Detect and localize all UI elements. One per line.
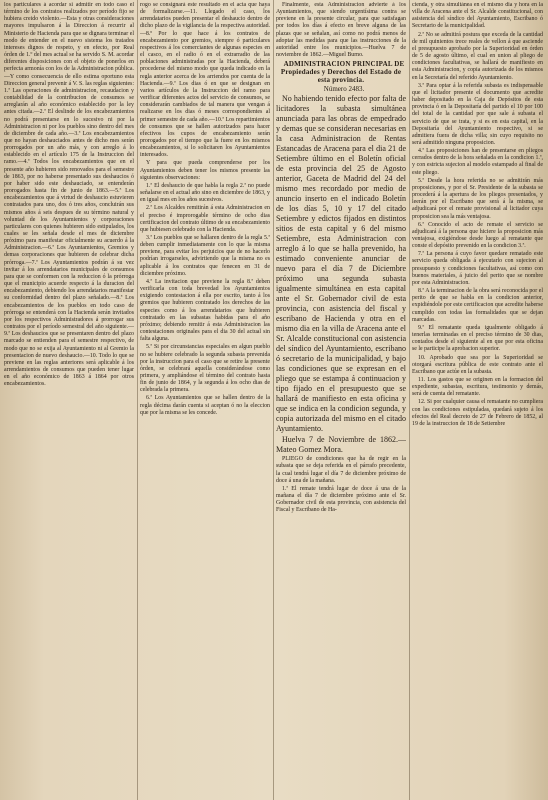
column-2: [140, 2, 270, 798]
column-2-para-4: 2.ª Los Alcaldes remitirán á esta Administracion en el preciso é improrogable término de ocho dias certificacion del contrato último de su encabezamiento que hubiesen celebrado con la Hacienda.: [140, 205, 270, 233]
condition-4: 4.ª Las proposiciones han de presentarse en pliegos cerrados dentro de la hora señalada en la condicion 1.ª, y con estricta sujecion al modelo estampado al final de este pliego.: [412, 148, 543, 176]
condition-7: 7.ª La persona á cuyo favor quedare rematado este servicio queda obligada á ejecutarlo con sujecion al presupuesto y condiciones facultativas, así como con buenos materiales, á juicio del perito que se nombre por esta Administracion.: [412, 251, 543, 286]
condition-2: 2.ª No se admitirá postura que exceda de la cantidad de mil quinientos trece reales de vellon á que asciende el presupuesto aprobado por la Superioridad en órden de 5 de agosto último, el cual en union al pliego de condiciones facultativas, se hallará de manifiesto en esta Administracion, y copia autorizada de los mismos en la Secretaría del referido Ayuntamiento.: [412, 31, 543, 81]
condition-5: 5.ª Desde la hora referida no se admitirán más proposiciones, y por el Sr. Presidente de la subasta se procederá á la apertura de los pliegos presentados, y leerán por el Escribano que será á la misma, se adjudicará por el remate provisional al licitador cuya proposicion sea la más ventajosa.: [412, 177, 543, 220]
column-2-para-3: 1.ª El deshaucio de que habla la regla 2.ª no puede señalarse en el actual año sino en diciembre de 1863, y en igual mes en los años sucesivos.: [140, 182, 270, 204]
column-divider: [137, 0, 138, 800]
condition-1: 1.ª El remate tendrá lugar de doce á una de la mañana el día 7 de diciembre próximo ante el Sr. Gobernador civil de esta provincia, con asistencia del Fiscal y Escribano de Ha-: [276, 485, 406, 514]
column-3: [276, 2, 406, 798]
column-divider: [409, 0, 410, 800]
column-divider: [273, 0, 274, 800]
condition-10: 10. Aprobado que sea por la Superioridad se otorgará escritura pública de este contrato ante el Escribano que actúe en la subasta.: [412, 354, 543, 375]
column-1-text: los particulares á acordar si admitir en todo caso el término de los contratos realizados por período fijo se hubiera creido violento.—Esta y otras consideraciones mayores impulsaron á la Direccion á recurrir al Ministerio de Hacienda para que se dignara terminar el modo de entender en el nuevo sistema los tratados intereses dignos de respeto, y en efecto, por Real órden de 1.º del mes actual se ha servido S. M. acordar diferentes disposiciones con el objeto de ponerlos en perfecta armonía con los de la Administracion pública.—Y como consecuencia de ello estima oportuno esta Direccion general prevenir á V. S. las reglas siguientes: 1.ª Las operaciones de administracion, recaudacion y contabilidad de la contribucion de consumos se arreglarán al año económico establecido por la ley antes citada.—2.ª El deslinde de los encabezamientos no podrá presentarse en lo sucesivo ni por la Administracion ni por los pueblos sino dentro del mes de diciembre de cada año.—3.ª Los encabezamientos que no hayan deshauciados antes de dicho mes serán prorrogados por un año más, y con arreglo á lo establecido en el artículo 175 de la Instruccion del ramo.—4.ª Todos los encabezamientos que en el presente año hubieren sido renovados para el semestre de 1863, por no haberse presentado sus deshaucios ó por haber sido este deshauciado, se entenderán prorogados hasta fin de junio de 1863.—5.ª Los encabezamientos que á virtud de deshaucio estuvieren contratados para uno, dos ó tres años, concluirán sus mismos años á seis despues de su término natural y voluntad de los Ayuntamientos y corporaciones particulares con quienes hubieren sido estipulados, los cuales se les señala desde el mes de diciembre próximo para manifestar oficialmente su acuerdo á la Administracion.—6.ª Los Ayuntamientos, Gremios y demas corporaciones que hubieren de celebrar dicha prórroga.—7.ª Los Ayuntamientos podrán á su vez invitar á los arrendatarios municipales de consumos para que se conformen con la reduccion ó la prórroga que el municipio acuerde respecto á la duracion del encabezamiento, debiendo los arrendatarios manifestar su conformidad dentro del plazo señalado.—8.ª Los encabezamientos de los pueblos en todo caso de prórroga se entenderá con la Hacienda serán invitados por los respectivos Administradores á prorrogar sus contratos por el período semestral del año siguiente.—9.ª Los deshaucios que se presentaren dentro del plazo marcado se entienden para el semestre respectivo, de modo que no se exija al Ayuntamiento ni al Gremio la presentacion de nuevo deshaucio.—10. Todo lo que se previene en las reglas anteriores será aplicable á los arrendamientos de consumos que pueden tener lugar en el año económico de 1863 á 1864 por otros encabezamientos.: [4, 2, 134, 388]
column-2-para-7: 5.ª Si por circunstancias especiales en algun pueblo no se hubiere celebrado la segunda subasta prevenida por la instruccion para el caso que se retire la presente órden, se celebrará aquella considerándose como primera, y ampliándose el término del contrato hasta fin de junio de 1864, y la segunda á los ocho dias de celebrada la primera.: [140, 344, 270, 394]
condition-3: 3.ª Para optar á la referida subasta es indispensable que el licitador presente el documento que acredite haber depositado en la Caja de Depósitos de esta provincia ó en la Depositaría del partido el 10 por 100 del total de la cantidad por que sale á subasta el servicio de que se trata, y si es en esta capital, en la Depositaría del Ayuntamiento respectivo, si se admitiera fuera de dicha villa; sin cuyo requisito no será admitido ninguna proposicion.: [412, 82, 543, 146]
column-2-para-1: rogo se consignará este resultado en el acta que haya de formalizarse.—11. Llegado el caso, los arrendatarios pueden presentar el deshaucio dentro de dicho plazo de la vigilancia de la respectiva autoridad.—8.º Por lo que hace á los contratos de encabezamiento por gremios, siempre ó particulares respectivos á los comerciantes de algunas especies en el casco, en el radio ó en el extrarradio de las poblaciones administradas por la Hacienda, deberá procederse del mismo modo que queda indicado en la regla anterior acerca de los arriendos por cuenta de la Hacienda.—9.ª Los dias ó en que se designan en varios artículos de la Instruccion del ramo para verificar diferentes actos del servicio de consumos, se considerarán cambiados de tal manera que vengan á realizarse en los dias ó meses correspondientes al primer semestre de cada año.—10.ª Los repartimientos de consumos que se hallen autorizados para hacer efectivos los cupos de encabezamiento serán prorogados por el tiempo que la fuere en los mismos encabezamientos, si lo solicitaren los Ayuntamientos interesados.: [140, 2, 270, 159]
circular-closing: Finalmente, esta Administracion advierte á los Ayuntamientos, que siendo urgentísima contra se previene en la presente circular, para que satisfagan por todos los días á efecto en breve alguna de las plazas que se señalan, así como no podrá menos de adoptar las medidas para que las instrucciones de la autoridad entre los municipios.—Huelva 7 de noviembre de 1862.—Miguel Burno.: [276, 2, 406, 59]
pliego-heading: PLIEGO de condiciones que ha de regir en la subasta que se deja referida en el párrafo precedente, la cual tendrá lugar el día 7 de diciembre próximo de doce á una de la mañana.: [276, 456, 406, 484]
notice-number: Número 2483.: [323, 85, 365, 94]
column-4-para-1: cienda, y otra simultánea en el mismo dia y hora en la villa de Aracena ante el Sr. Alcalde constitucional, con asistencia del síndico del Ayuntamiento, Escribano ó Secretario de la municipalidad.: [412, 2, 543, 30]
condition-9: 9.ª El rematante queda igualmente obligado á tenerlas terminadas en el preciso término de 30 dias, contados desde el siguiente al en que por esta oficina se le participe la aprobacion superior.: [412, 324, 543, 353]
condition-6: 6.ª Conocido el acto de remate el servicio se adjudicará á la persona que hiciere la proposicion más ventajosa, exigiéndose desde luego al rematante que conste el depósito prevenido en la condicion 3.ª.: [412, 221, 543, 250]
column-4: [412, 2, 543, 798]
column-2-para-5: 3.ª Los pueblos que se hallaren dentro de la regla 5.ª deben cumplir inmediatamente con lo que la misma previene, para evitar los perjuicios que de no hacerlo podrían irrogarseles, advirtiendo que la misma no es aplicable á los contratos que fenecen en 31 de diciembre próximo.: [140, 235, 270, 277]
column-2-para-2: Y para que pueda comprenderse por los Ayuntamientos deben tener los mismos presente las siguientes observaciones:: [140, 160, 270, 181]
condition-12: 12. Si por cualquier causa el rematante no cumpliera con las condiciones estipuladas, quedará sujeto á los efectos del Real decreto de 27 de Febrero de 1852, al 19 de la instruccion de 18 de Setiembre: [412, 399, 543, 427]
section-heading: ADMINISTRACION PRINCIPAL DE Propiedades y Derechos del Estado de esta provincia.: [280, 60, 405, 85]
notice-signature: Huelva 7 de Noviembre de 1862.—Mateo Gomez Mora.: [276, 435, 406, 455]
column-2-para-6: 4.ª La invitacion que previene la regla 8.ª deben verificarla con toda brevedad los Ayuntamientos exigiendo contestacion á ella por escrito, tanto á los gremios que hubieren contratado los derechos de las especies como á los arrendatarios que hubieren contratado en las subastas habidas para el año próximo; debiendo remitir á esta Administracion las contestaciones originales para el dia 30 del actual sin falta alguna.: [140, 278, 270, 343]
condition-11: 11. Los gastos que se originen en la formacion del expediente, subastas, escritura, testimonio y demás, será de cuenta del rematante.: [412, 376, 543, 398]
condition-8: 8.ª A la terminacion de la obra será reconocida por el perito de que se habla en la condicion anterior, expidiéndole por este certificacion que acredite haberse cumplido con todas las formalidades que se dejan marcadas.: [412, 288, 543, 323]
column-1: [4, 2, 134, 798]
auction-notice-body: No habiendo tenido efecto por falta de licitadores la subasta simultánea anunciada para las obras de empedrado y demas que se consideran necesarias en la casa Administracion de Rentas Estancadas de Aracena para el dia 21 de Setiembre último en el Boletín oficial de esta provincia del 25 de Agosto anterior, Gaceta de Madrid del 24 del mismo mes recordado por medio de anuncio inserto en el indicado Boletín de los días 5, 10 y 17 del citado Setiembre y edictos fijados en distintos sitios de esta capital y 6 del mismo Setiembre, esta Administracion con arreglo á lo que se halla prevenido, ha estimado conveniente anunciar de nuevo para el día 7 de Diciembre próximo una segunda subasta igualmente simultánea en esta capital ante el Sr. Gobernador civil de esta provincia, con asistencia del fiscal y escribano de Hacienda y otra en el mismo dia en la villa de Aracena ante el Sr. Alcalde constitucional con asistencia del síndico del Ayuntamiento, escribano ó secretario de la municipalidad, y bajo las condiciones que se expresan en el pliego que se estampa á continuacion y tipo fijado en el presupuesto que se hallará de manifiesto en esta oficina y que se indica en la condicion segunda, y copia autorizada del mismo en el citado Ayuntamiento.: [276, 94, 406, 434]
column-2-para-8: 6.ª Los Ayuntamientos que se hallen dentro de la regla décima darán cuenta si aceptan ó no la eleccion que por la misma se les concede.: [140, 395, 270, 416]
